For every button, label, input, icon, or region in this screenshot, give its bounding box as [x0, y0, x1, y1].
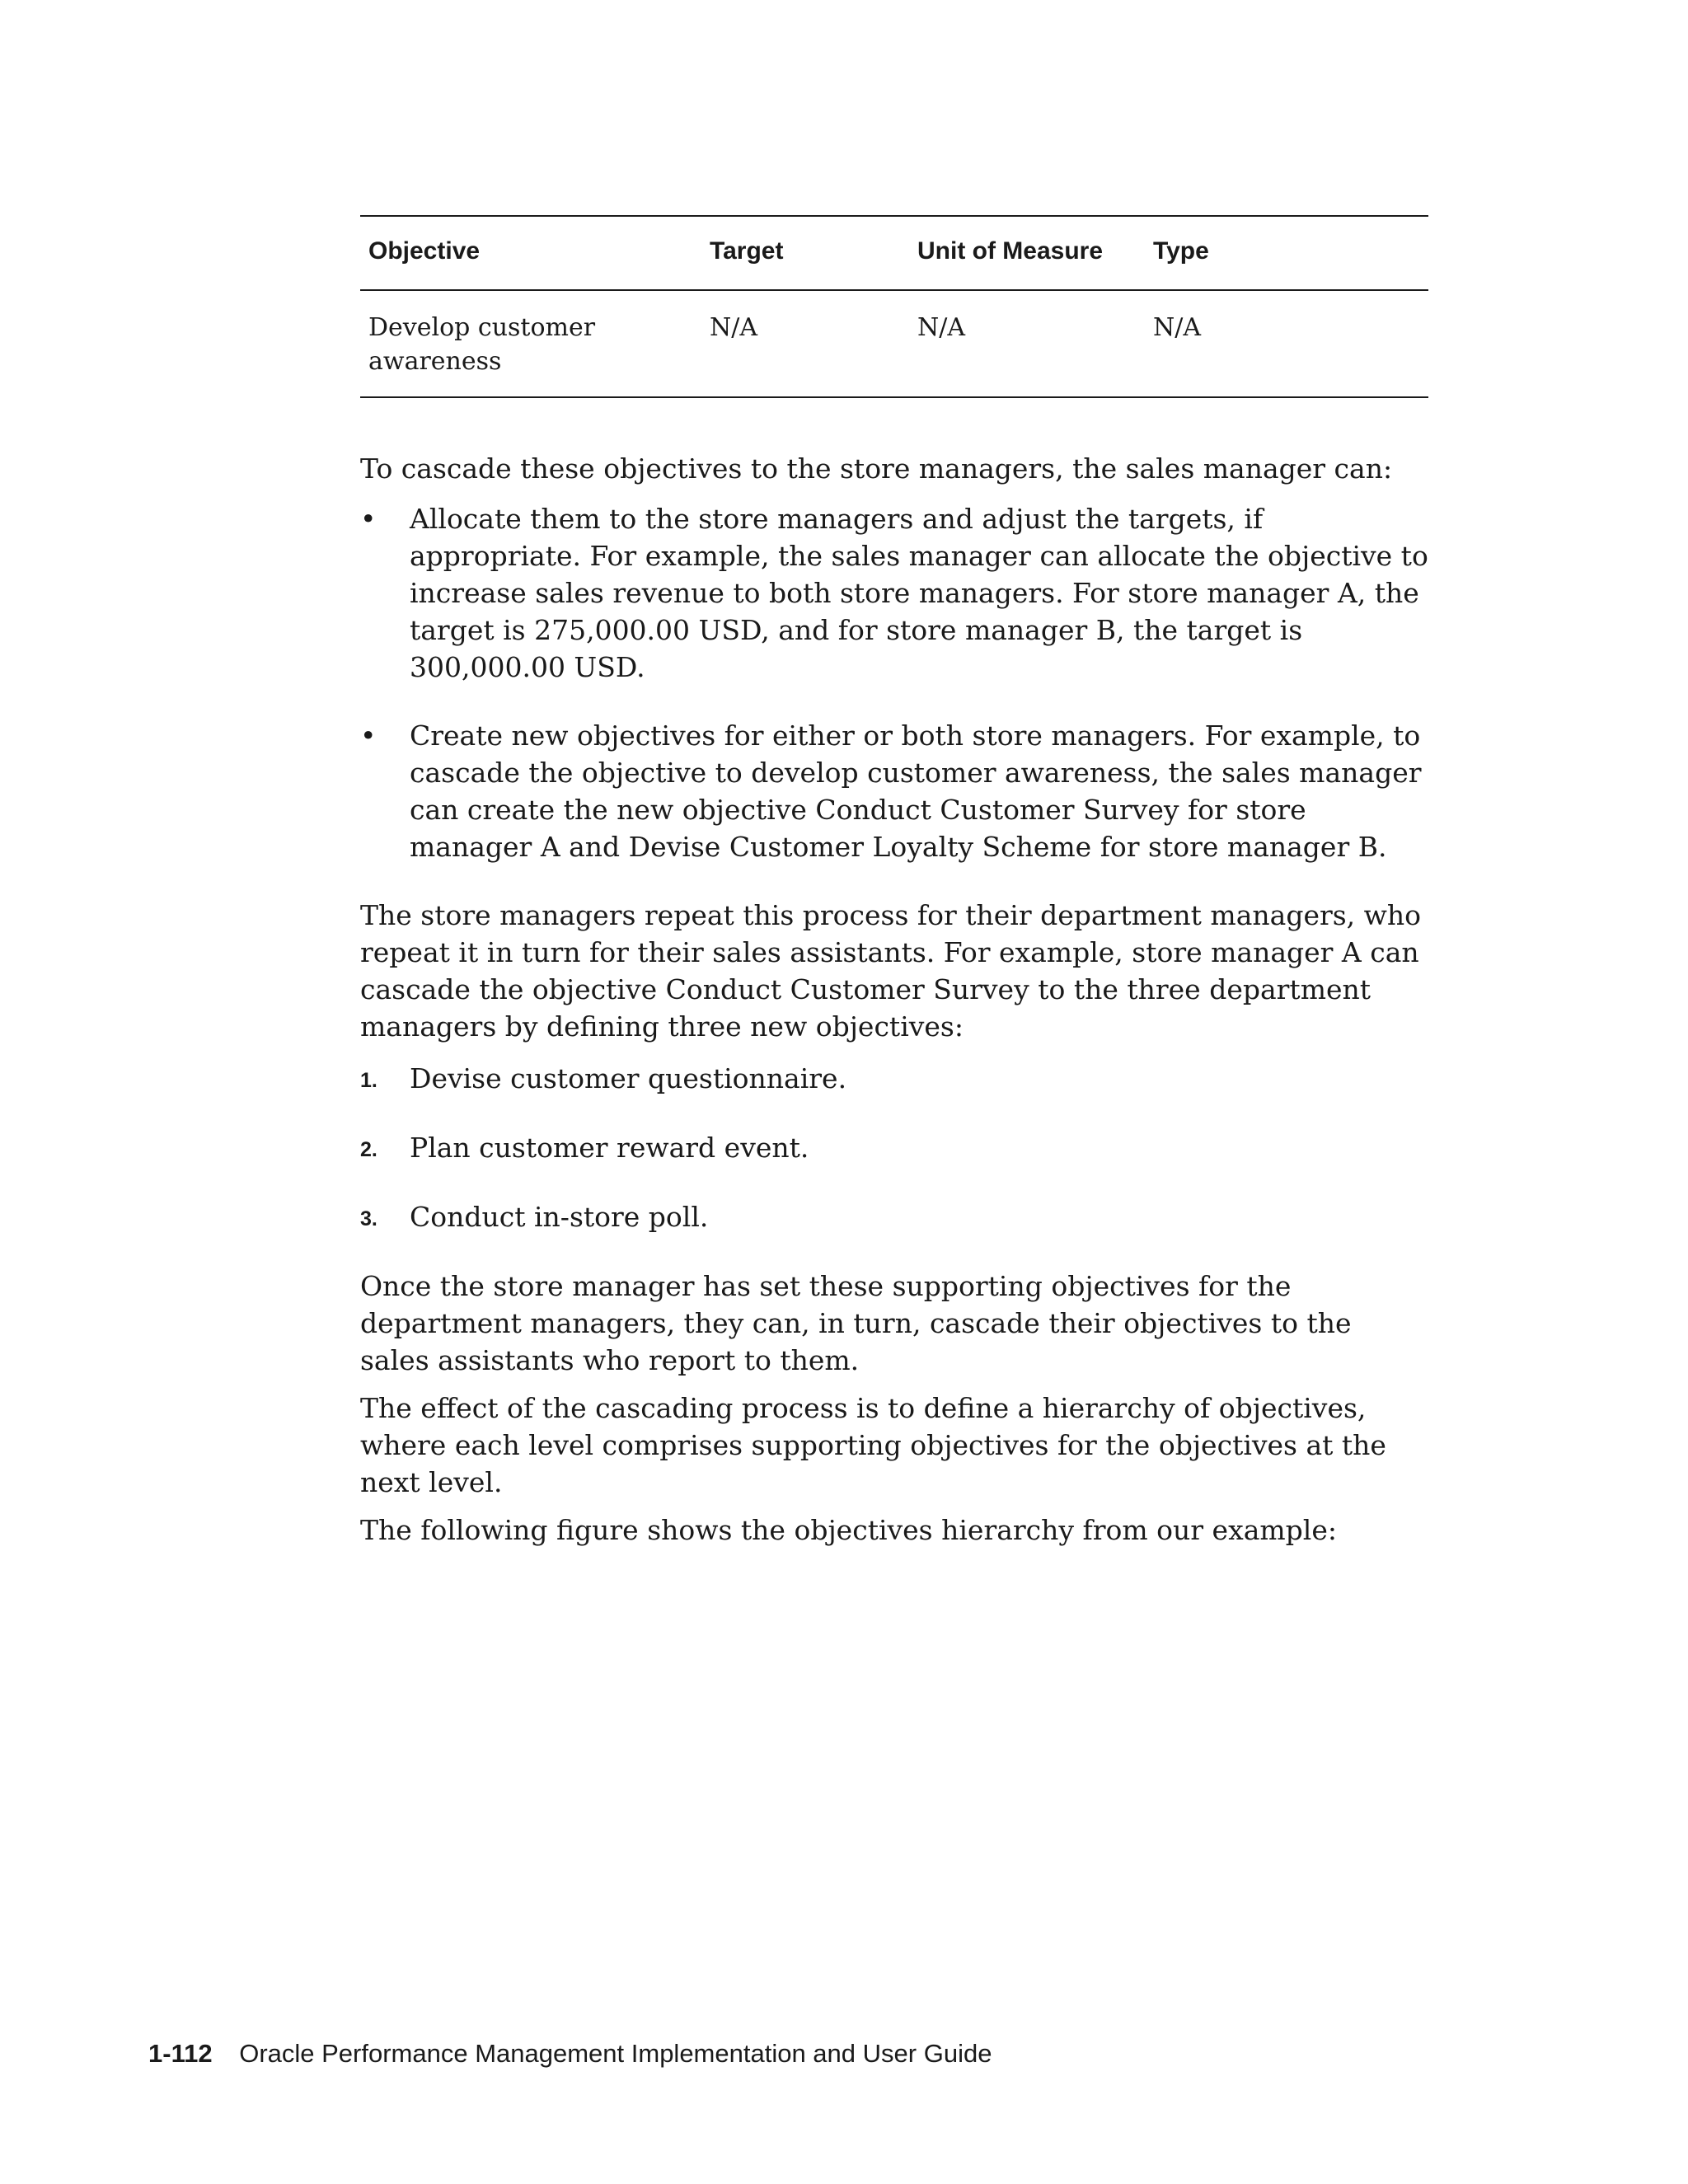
repeat-paragraph: The store managers repeat this process for their department managers, who repeat it in turn for their sales assistants. For example, store manager A can cascade the objective Conduct Customer Survey to the three department managers by defining three new objectives: — [360, 899, 1422, 1043]
step-text: Conduct in-store poll. — [410, 1201, 709, 1233]
numbered-list — [360, 1060, 1428, 1235]
list-item — [360, 500, 1428, 686]
bullet-icon: • — [360, 503, 377, 535]
figure-intro-paragraph: The following figure shows the objectives hierarchy from our example: — [360, 1514, 1337, 1546]
bullet-icon: • — [360, 719, 377, 752]
bullet-text: Create new objectives for either or both store managers. For example, to cascade the objective to develop customer awareness, the sales manager can create the new objective Conduct Customer Survey for store manager A and Devise Customer Loyalty Scheme for store manager B. — [410, 719, 1422, 863]
effect-paragraph: The effect of the cascading process is to define a hierarchy of objectives, where each level comprises supporting objectives for the objectives at the next level. — [360, 1392, 1386, 1498]
cell-type: N/A — [1153, 313, 1202, 342]
bullet-list — [360, 500, 1428, 865]
step-number: 2. — [360, 1138, 377, 1161]
cell-unit-of-measure: N/A — [917, 313, 966, 342]
header-target: Target — [701, 216, 909, 290]
objectives-table — [360, 215, 1428, 398]
header-objective: Objective — [360, 216, 701, 290]
step-number: 1. — [360, 1069, 377, 1092]
list-item — [360, 717, 1428, 865]
step-text: Devise customer questionnaire. — [410, 1062, 847, 1094]
intro-paragraph: To cascade these objectives to the store managers, the sales manager can: — [360, 452, 1393, 485]
header-unit-of-measure: Unit of Measure — [909, 216, 1145, 290]
list-item — [360, 1129, 1428, 1166]
list-item — [360, 1060, 1428, 1097]
page-number: 1-112 — [148, 2039, 213, 2068]
book-title: Oracle Performance Management Implementation and User Guide — [239, 2039, 992, 2068]
table-header-row — [360, 216, 1428, 290]
header-type: Type — [1145, 216, 1428, 290]
step-text: Plan customer reward event. — [410, 1132, 809, 1164]
cell-target: N/A — [710, 313, 758, 342]
bullet-text: Allocate them to the store managers and adjust the targets, if appropriate. For example, the sales manager can allocate the objective to increase sales revenue to both store managers. For store manager A, the target is 275,000.00 USD, and for store manager B, the target is 300,000.00 USD. — [410, 503, 1428, 683]
once-paragraph: Once the store manager has set these supporting objectives for the department managers, they can, in turn, cascade their objectives to the sales assistants who report to them. — [360, 1270, 1352, 1376]
list-item — [360, 1198, 1428, 1235]
table-row — [360, 290, 1428, 397]
page-footer — [148, 2039, 992, 2069]
cell-objective: Develop customer awareness — [368, 313, 596, 376]
step-number: 3. — [360, 1207, 377, 1230]
page-content — [360, 215, 1428, 1549]
